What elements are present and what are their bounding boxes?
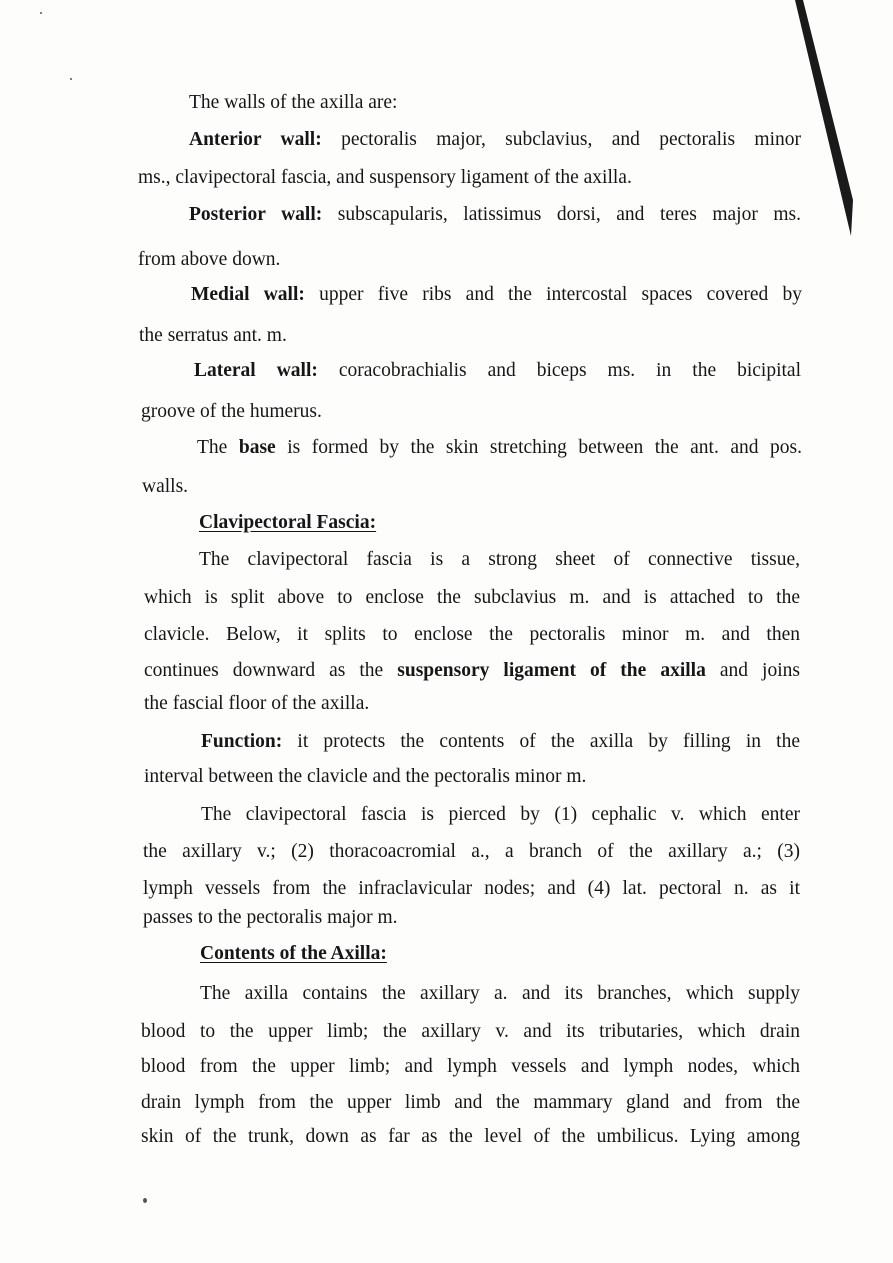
- medial-wall-label: Medial wall:: [191, 284, 305, 305]
- clavipectoral-p3-line4: passes to the pectoralis major m.: [143, 907, 398, 928]
- contents-line1: The axilla contains the axillary a. and its branches, which supply: [200, 983, 800, 1004]
- anterior-wall-label: Anterior wall:: [189, 129, 322, 150]
- clavipectoral-p3-line3: lymph vessels from the infraclavicular nodes; and (4) lat. pectoral n. as it: [143, 878, 800, 899]
- clavipectoral-p1-line3: clavicle. Below, it splits to enclose the pectoralis minor m. and then: [144, 624, 800, 645]
- contents-line2: blood to the upper limb; the axillary v. and its tributaries, which drain: [141, 1021, 800, 1042]
- lateral-wall-line2: groove of the humerus.: [141, 401, 322, 422]
- clavipectoral-p1-line5: the fascial floor of the axilla.: [144, 693, 370, 714]
- base-line1: The base is formed by the skin stretching between the ant. and pos.: [197, 437, 802, 458]
- lateral-wall-line1: Lateral wall: coracobrachialis and biceps ms. in the bicipital: [194, 360, 801, 381]
- medial-wall-line1: Medial wall: upper five ribs and the intercostal spaces covered by: [191, 284, 803, 305]
- contents-heading: Contents of the Axilla:: [200, 943, 387, 964]
- lateral-wall-label: Lateral wall:: [194, 360, 318, 381]
- scan-speck: [70, 78, 72, 80]
- function-line2: interval between the clavicle and the pectoralis minor m.: [144, 766, 587, 787]
- scan-speck: [40, 12, 42, 14]
- clavipectoral-p1-line4: continues downward as the suspensory ligament of the axilla and joins: [144, 660, 800, 681]
- clavipectoral-fascia-heading: Clavipectoral Fascia:: [199, 512, 377, 533]
- contents-line3: blood from the upper limb; and lymph vessels and lymph nodes, which: [141, 1056, 800, 1077]
- medial-wall-line2: the serratus ant. m.: [139, 325, 287, 346]
- suspensory-ligament-term: suspensory ligament of the axilla: [397, 660, 706, 681]
- walls-intro: The walls of the axilla are:: [189, 92, 398, 113]
- clavipectoral-p3-line1: The clavipectoral fascia is pierced by (1) cephalic v. which enter: [201, 804, 800, 825]
- scan-speck: [143, 1198, 147, 1203]
- function-label: Function:: [201, 731, 283, 752]
- clavipectoral-p1-line2: which is split above to enclose the subclavius m. and is attached to the: [144, 587, 800, 608]
- posterior-wall-line1: Posterior wall: subscapularis, latissimus dorsi, and teres major ms.: [189, 204, 802, 225]
- function-line1: Function: it protects the contents of the axilla by filling in the: [201, 731, 800, 752]
- anterior-wall-line1: Anterior wall: pectoralis major, subclavius, and pectoralis minor: [189, 129, 801, 150]
- posterior-wall-label: Posterior wall:: [189, 204, 323, 225]
- clavipectoral-p3-line2: the axillary v.; (2) thoracoacromial a., a branch of the axillary a.; (3): [143, 841, 800, 862]
- anterior-wall-line2: ms., clavipectoral fascia, and suspensory ligament of the axilla.: [138, 167, 632, 188]
- clavipectoral-p1-line1: The clavipectoral fascia is a strong sheet of connective tissue,: [199, 549, 800, 570]
- contents-line5: skin of the trunk, down as far as the level of the umbilicus. Lying among: [141, 1126, 800, 1147]
- posterior-wall-line2: from above down.: [138, 249, 281, 270]
- base-line2: walls.: [142, 476, 189, 497]
- base-label: base: [238, 437, 276, 458]
- contents-line4: drain lymph from the upper limb and the mammary gland and from the: [141, 1092, 800, 1113]
- scan-shadow-edge: [793, 0, 853, 240]
